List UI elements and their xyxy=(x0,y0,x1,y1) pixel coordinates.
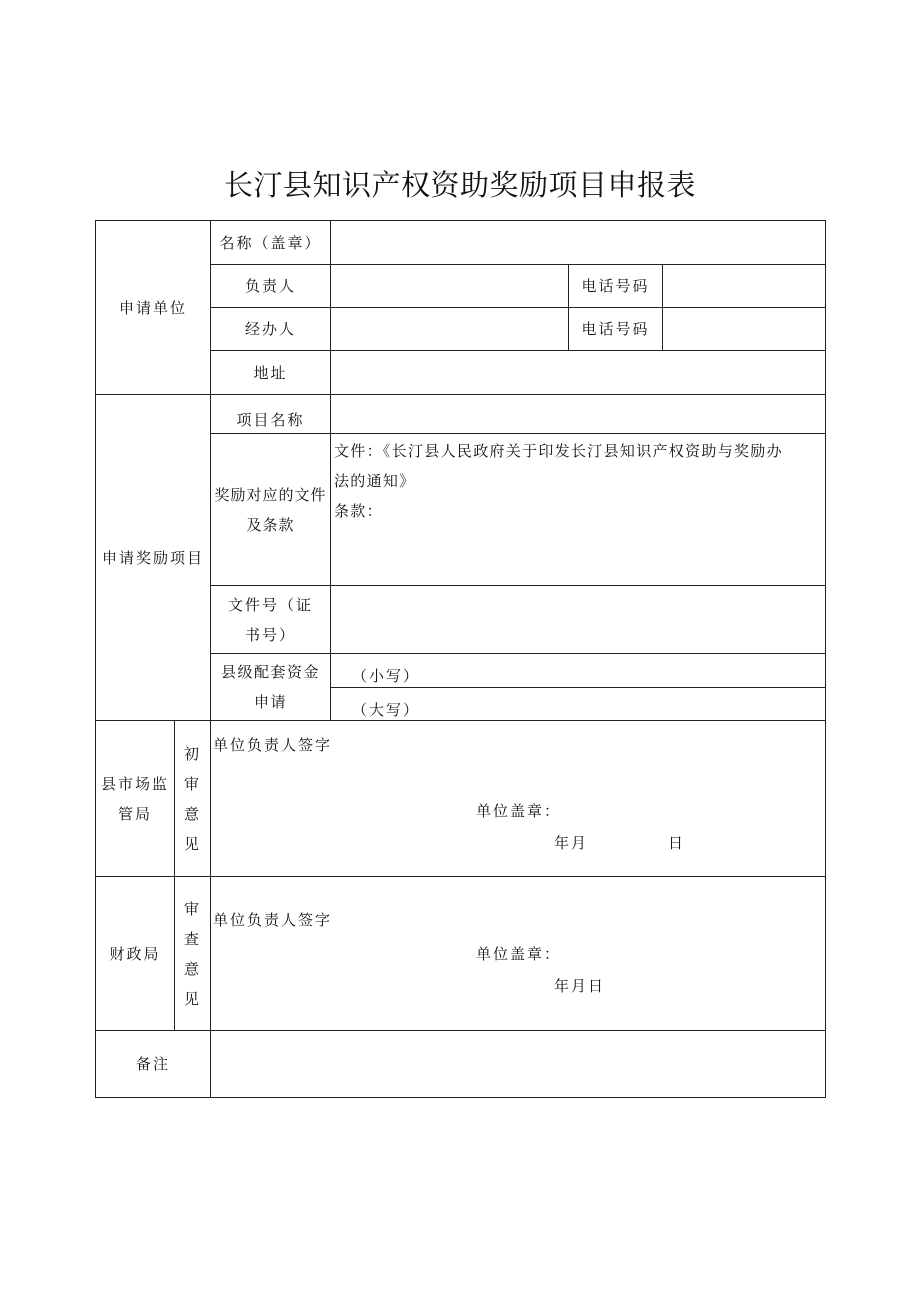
applicant-section-label: 申请单位 xyxy=(118,298,187,317)
finance-date-label: 年月日 xyxy=(554,977,606,995)
handler-phone-field[interactable] xyxy=(663,308,825,350)
project-name-label: 项目名称 xyxy=(236,411,305,429)
fund-application-label: 县级配套资金申请 xyxy=(220,663,320,711)
handler-label: 经办人 xyxy=(244,320,296,338)
leader-label: 负责人 xyxy=(244,277,296,295)
market-date-year-month: 年月 xyxy=(554,834,589,852)
market-seal-label: 单位盖章： xyxy=(476,802,562,820)
unit-name-label: 名称（盖章） xyxy=(219,233,322,252)
market-date-day: 日 xyxy=(668,834,686,852)
finance-sign-label: 单位负责人签字 xyxy=(213,911,333,929)
finance-bureau-label: 财政局 xyxy=(109,944,161,963)
leader-field[interactable] xyxy=(331,265,568,307)
clause-label: 条款： xyxy=(334,502,383,520)
handler-phone-label: 电话号码 xyxy=(581,320,650,338)
remark-field[interactable] xyxy=(211,1031,825,1097)
address-label: 地址 xyxy=(253,363,288,382)
document-clause-label: 奖励对应的文件及条款 xyxy=(214,485,327,534)
market-sign-label: 单位负责人签字 xyxy=(213,736,333,754)
document-clause-field[interactable] xyxy=(331,434,825,585)
document-text-line-2: 法的通知》 xyxy=(334,472,416,490)
remark-label: 备注 xyxy=(135,1055,170,1073)
finance-opinion-area[interactable] xyxy=(211,877,825,1030)
table-border-bottom xyxy=(95,1097,826,1098)
market-bureau-label: 县市场监管局 xyxy=(100,774,169,823)
fund-small-label: （小写） xyxy=(352,667,421,685)
table-border-right xyxy=(825,220,826,1098)
market-opinion-label: 初审意见 xyxy=(183,744,201,853)
finance-opinion-label: 审查意见 xyxy=(183,899,201,1008)
leader-phone-field[interactable] xyxy=(663,265,825,307)
document-number-field[interactable] xyxy=(331,586,825,653)
market-opinion-area[interactable] xyxy=(211,721,825,876)
fund-big-field[interactable] xyxy=(420,688,825,720)
form-title: 长汀县知识产权资助奖励项目申报表 xyxy=(223,168,696,202)
leader-phone-label: 电话号码 xyxy=(581,277,650,295)
project-name-field[interactable] xyxy=(331,395,825,433)
fund-big-label: （大写） xyxy=(352,701,421,719)
document-text-line-1: 文件：《长汀县人民政府关于印发长汀县知识产权资助与奖励办 xyxy=(334,442,783,460)
handler-field[interactable] xyxy=(331,308,568,350)
unit-name-field[interactable] xyxy=(331,221,825,264)
address-field[interactable] xyxy=(331,351,825,394)
finance-seal-label: 单位盖章： xyxy=(476,945,562,963)
project-section-label: 申请奖励项目 xyxy=(101,548,204,567)
fund-small-field[interactable] xyxy=(420,654,825,687)
document-number-label: 文件号（证书号） xyxy=(227,595,313,644)
